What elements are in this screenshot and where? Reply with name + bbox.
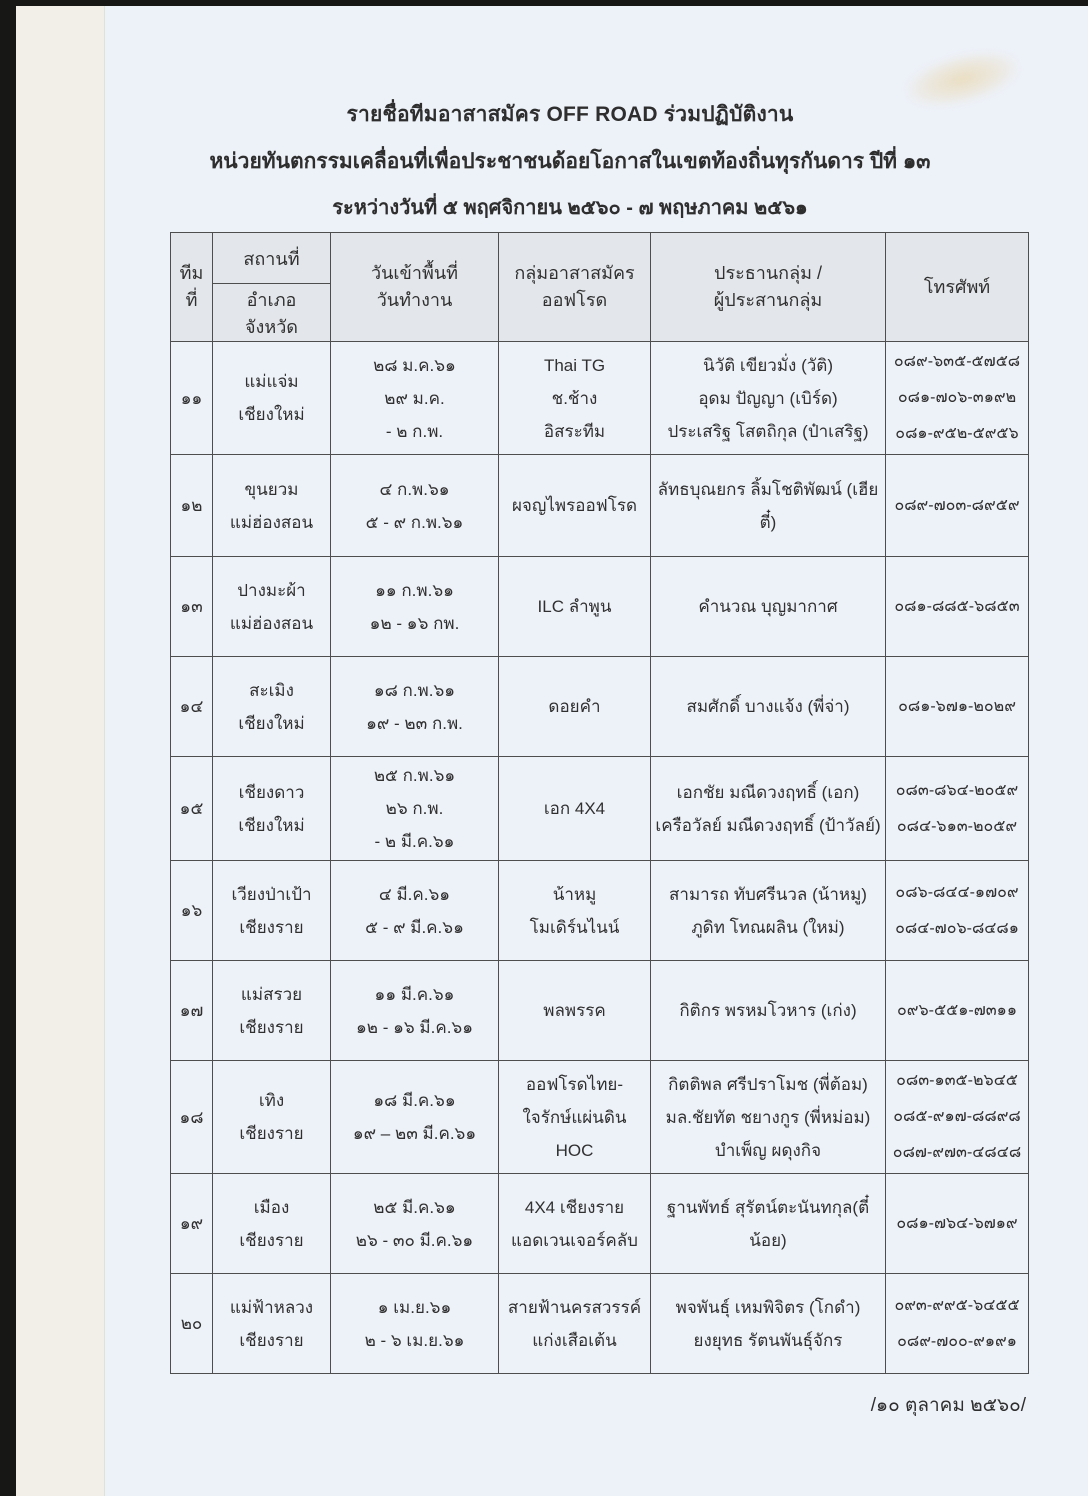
- header-location-top: สถานที่: [213, 233, 330, 284]
- team-line: ๑๑: [180, 388, 203, 408]
- leaders-line: ภูดิท โทณผลิน (ใหม่): [691, 917, 845, 937]
- header-group-line: ออฟโรด: [541, 290, 608, 310]
- group-line: ช.ช้าง: [551, 388, 598, 408]
- header-row: [171, 233, 1029, 342]
- dates-line: ๑๙ – ๒๓ มี.ค.๖๑: [352, 1124, 477, 1143]
- cell-phones: [886, 455, 1029, 557]
- group-line: น้าหมู: [552, 884, 597, 904]
- location-line: เชียงใหม่: [238, 405, 305, 424]
- location-line: แม่ฟ้าหลวง: [229, 1297, 314, 1317]
- group-line: สายฟ้านครสวรรค์: [507, 1297, 642, 1317]
- header-leader-line: ผู้ประสานกลุ่ม: [713, 290, 823, 310]
- team-line: ๑๔: [179, 697, 204, 716]
- cell-location: [213, 557, 331, 657]
- leaders-line: ยงยุทธ รัตนพันธุ์จักร: [693, 1330, 843, 1350]
- cell-phones: [886, 1174, 1029, 1274]
- cell-group: [499, 342, 651, 455]
- cell-dates: [331, 657, 499, 757]
- location-line: เมือง: [253, 1197, 290, 1217]
- cell-team: [171, 455, 213, 557]
- location-line: แม่ฮ่องสอน: [229, 613, 314, 633]
- location-line: เชียงราย: [239, 917, 304, 937]
- leaders-line: เครือวัลย์ มณีดวงฤทธิ์ (ป้าวัลย์): [655, 815, 881, 835]
- team-line: ๑๕: [179, 799, 204, 818]
- cell-phones: [886, 557, 1029, 657]
- header-phone: [886, 233, 1029, 342]
- cell-leaders: [651, 1174, 886, 1274]
- cell-group: [499, 455, 651, 557]
- header-team-line: ทีม: [179, 263, 204, 283]
- team-line: ๑๗: [179, 1001, 204, 1020]
- phones-line: ๐๘๖-๘๔๔-๑๗๐๙: [895, 883, 1019, 901]
- cell-leaders: [651, 657, 886, 757]
- cell-location: [213, 455, 331, 557]
- phones-line: ๐๘๔-๖๑๓-๒๐๕๙: [896, 817, 1018, 835]
- phones-line: ๐๘๙-๖๓๕-๕๗๕๘: [893, 353, 1021, 370]
- cell-phones: [886, 1274, 1029, 1374]
- cell-leaders: [651, 961, 886, 1061]
- cell-group: [499, 657, 651, 757]
- date-range-line: ระหว่างวันที่ ๕ พฤศจิกายน ๒๕๖๐ - ๗ พฤษภาคม ๒๕๖๑: [332, 197, 808, 219]
- dates-line: - ๒ ก.พ.: [385, 421, 444, 441]
- leaders-line: กิติกร พรหมโวหาร (เก่ง): [679, 1001, 857, 1020]
- cell-dates: [331, 455, 499, 557]
- dates-line: ๑๒ - ๑๖ มี.ค.๖๑: [355, 1017, 474, 1037]
- cell-location: [213, 342, 331, 455]
- location-line: เชียงดาว: [238, 782, 305, 802]
- cell-phones: [886, 861, 1029, 961]
- cell-dates: [331, 961, 499, 1061]
- dates-line: ๒๕ มี.ค.๖๑: [373, 1197, 456, 1217]
- dates-line: - ๒ มี.ค.๖๑: [374, 832, 455, 851]
- cell-dates: [331, 861, 499, 961]
- group-line: ใจรักษ์แผ่นดิน: [522, 1107, 627, 1127]
- cell-team: [171, 557, 213, 657]
- cell-dates: [331, 757, 499, 861]
- dates-line: ๒๕ ก.พ.๖๑: [373, 766, 456, 785]
- dates-line: ๑๑ มี.ค.๖๑: [374, 984, 455, 1004]
- cell-phones: [886, 961, 1029, 1061]
- footer-date-note: /๑๐ ตุลาคม ๒๕๖๐/: [870, 1395, 1026, 1416]
- leaders-line: พจพันธุ์ เหมพิจิตร (โกดำ): [675, 1297, 861, 1317]
- page-title: รายชื่อทีมอาสาสมัคร OFF ROAD ร่วมปฏิบัติงาน: [346, 103, 794, 126]
- group-line: ผจญไพรออฟโรด: [511, 496, 638, 515]
- table-row: [171, 657, 1029, 757]
- header-leader: [651, 233, 886, 342]
- location-line: เชียงใหม่: [238, 713, 305, 733]
- dates-line: ๑๘ ก.พ.๖๑: [373, 680, 456, 700]
- scan-margin-strip: [16, 6, 105, 1496]
- team-line: ๒๐: [180, 1314, 203, 1333]
- group-line: HOC: [555, 1140, 594, 1160]
- table-row: [171, 1061, 1029, 1174]
- phones-line: ๐๘๕-๙๑๗-๘๘๙๘: [893, 1108, 1021, 1125]
- leaders-line: กิตติพล ศรีปราโมช (พี่ต้อม): [668, 1074, 868, 1094]
- cell-dates: [331, 1061, 499, 1174]
- header-team-no: [171, 233, 213, 342]
- header-location: [213, 233, 331, 342]
- location-line: เชียงราย: [239, 1124, 304, 1143]
- team-line: ๑๖: [180, 901, 203, 920]
- table-row: [171, 342, 1029, 455]
- cell-location: [213, 1061, 331, 1174]
- phones-line: ๐๘๙-๗๐๓-๘๙๕๙: [894, 496, 1020, 514]
- cell-location: [213, 961, 331, 1061]
- dates-line: ๔ มี.ค.๖๑: [378, 884, 451, 904]
- cell-team: [171, 657, 213, 757]
- table-row: [171, 1274, 1029, 1374]
- header-phone-line: โทรศัพท์: [923, 276, 991, 297]
- header-team-line: ที่: [185, 290, 198, 310]
- cell-phones: [886, 757, 1029, 861]
- dates-line: ๑๑ ก.พ.๖๑: [375, 580, 454, 600]
- cell-phones: [886, 1061, 1029, 1174]
- cell-group: [499, 1174, 651, 1274]
- group-line: เอก 4X4: [543, 799, 606, 818]
- table-row: [171, 757, 1029, 861]
- dates-line: ๒ - ๖ เม.ย.๖๑: [364, 1330, 465, 1350]
- table-body: [171, 342, 1029, 1374]
- group-line: อิสระทีม: [543, 421, 606, 441]
- cell-group: [499, 961, 651, 1061]
- table-row: [171, 961, 1029, 1061]
- cell-leaders: [651, 342, 886, 455]
- header-group: [499, 233, 651, 342]
- location-line: เชียงราย: [239, 1230, 304, 1250]
- cell-team: [171, 342, 213, 455]
- cell-dates: [331, 342, 499, 455]
- dates-line: ๒๘ ม.ค.๖๑: [373, 355, 456, 375]
- team-line: ๑๒: [180, 496, 203, 515]
- leaders-line: นิวัติ เขียวมั่ง (วัติ): [702, 355, 833, 375]
- dates-line: ๔ ก.พ.๖๑: [379, 479, 450, 499]
- phones-line: ๐๘๔-๗๐๖-๘๔๘๑: [895, 919, 1019, 937]
- location-line: เชียงใหม่: [238, 815, 305, 835]
- cell-team: [171, 1061, 213, 1174]
- team-line: ๑๓: [180, 597, 203, 616]
- header-dates-line: วันทำงาน: [376, 290, 453, 310]
- header-province: จังหวัด: [245, 317, 298, 337]
- page-subtitle: หน่วยทันตกรรมเคลื่อนที่เพื่อประชาชนด้อยโอกาสในเขตท้องถิ่นทุรกันดาร ปีที่ ๑๓: [209, 150, 931, 173]
- cell-team: [171, 757, 213, 861]
- dates-line: ๒๖ ก.พ.: [385, 799, 444, 818]
- group-line: Thai TG: [543, 355, 606, 375]
- leaders-line: ลัทธบุณยกร ลิ้มโชติพัฒน์ (เฮียตี๋): [657, 479, 879, 532]
- group-line: ดอยคำ: [548, 697, 601, 716]
- table-row: [171, 557, 1029, 657]
- leaders-line: ประเสริฐ โสตถิกุล (ป๋าเสริฐ): [667, 421, 869, 441]
- cell-team: [171, 1274, 213, 1374]
- dates-line: ๕ - ๙ มี.ค.๖๑: [365, 917, 464, 937]
- header-leader-line: ประธานกลุ่ม /: [714, 263, 822, 283]
- document-titles: [110, 98, 1030, 223]
- cell-location: [213, 1274, 331, 1374]
- volunteer-table: [170, 232, 1029, 1374]
- cell-leaders: [651, 757, 886, 861]
- cell-team: [171, 861, 213, 961]
- volunteer-table-wrapper: [170, 232, 1028, 1374]
- cell-phones: [886, 657, 1029, 757]
- leaders-line: อุดม ปัญญา (เบิร์ด): [698, 388, 838, 408]
- location-line: ขุนยวม: [244, 479, 299, 499]
- cell-team: [171, 961, 213, 1061]
- cell-leaders: [651, 1061, 886, 1174]
- dates-line: ๕ - ๙ ก.พ.๖๑: [365, 512, 464, 532]
- phones-line: ๐๘๑-๙๕๒-๕๙๕๖: [895, 425, 1019, 442]
- phones-line: ๐๘๙-๗๐๐-๙๑๙๑: [897, 1332, 1017, 1350]
- group-line: ILC ลำพูน: [537, 597, 612, 616]
- leaders-line: สามารถ ทับศรีนวล (น้าหมู): [669, 884, 867, 904]
- cell-location: [213, 757, 331, 861]
- cell-group: [499, 757, 651, 861]
- table-row: [171, 861, 1029, 961]
- cell-location: [213, 861, 331, 961]
- dates-line: ๒๙ ม.ค.: [384, 388, 445, 408]
- header-location-bottom: [213, 284, 330, 341]
- cell-leaders: [651, 455, 886, 557]
- cell-leaders: [651, 861, 886, 961]
- location-line: แม่สรวย: [240, 984, 303, 1004]
- phones-line: ๐๘๑-๖๗๑-๒๐๒๙: [898, 697, 1016, 715]
- scan-edge-left: [0, 0, 16, 1496]
- phones-line: ๐๘๑-๘๘๕-๖๘๕๓: [894, 597, 1020, 615]
- cell-team: [171, 1174, 213, 1274]
- phones-line: ๐๙๖-๕๕๑-๗๓๑๑: [897, 1001, 1017, 1019]
- dates-line: ๑ เม.ย.๖๑: [377, 1297, 452, 1317]
- team-line: ๑๘: [179, 1107, 204, 1127]
- cell-leaders: [651, 557, 886, 657]
- phones-line: ๐๘๑-๗๖๔-๖๗๑๙: [896, 1214, 1018, 1232]
- leaders-line: ฐานพัทธ์ สุรัตน์ตะนันทกุล(ตี๋น้อย): [666, 1197, 870, 1250]
- leaders-line: สมศักดิ์ บางแจ้ง (พี่จ่า): [686, 697, 850, 716]
- group-line: โมเดิร์นไนน์: [529, 917, 620, 937]
- header-dates: [331, 233, 499, 342]
- location-line: ปางมะผ้า: [237, 580, 306, 600]
- cell-leaders: [651, 1274, 886, 1374]
- group-line: แก่งเสือเต้น: [532, 1330, 617, 1350]
- phones-line: ๐๘๗-๙๗๓-๔๘๔๘: [892, 1144, 1022, 1161]
- leaders-line: คำนวณ บุญมากาศ: [698, 597, 838, 616]
- table-row: [171, 455, 1029, 557]
- location-line: เทิง: [258, 1091, 285, 1110]
- group-line: แอดเวนเจอร์คลับ: [511, 1230, 638, 1250]
- cell-dates: [331, 1274, 499, 1374]
- cell-group: [499, 557, 651, 657]
- cell-dates: [331, 557, 499, 657]
- dates-line: ๑๘ มี.ค.๖๑: [373, 1091, 456, 1110]
- dates-line: ๑๒ - ๑๖ กพ.: [369, 613, 460, 633]
- location-line: แม่แจ่ม: [244, 372, 299, 391]
- leaders-line: บำเพ็ญ ผดุงกิจ: [714, 1140, 822, 1160]
- cell-group: [499, 1274, 651, 1374]
- scan-edge-top: [0, 0, 1088, 6]
- location-line: เชียงราย: [239, 1330, 304, 1350]
- cell-dates: [331, 1174, 499, 1274]
- table-header: [171, 233, 1029, 342]
- cell-group: [499, 861, 651, 961]
- location-line: เวียงป่าเป้า: [231, 884, 312, 904]
- phones-line: ๐๘๓-๘๖๔-๒๐๕๙: [895, 781, 1019, 799]
- header-dates-line: วันเข้าพื้นที่: [370, 263, 458, 283]
- group-line: ออฟโรดไทย-: [525, 1074, 624, 1094]
- phones-line: ๐๙๓-๙๙๕-๖๔๕๕: [894, 1296, 1020, 1314]
- cell-group: [499, 1061, 651, 1174]
- leaders-line: เอกชัย มณีดวงฤทธิ์ (เอก): [676, 782, 860, 802]
- leaders-line: มล.ชัยทัต ชยางกูร (พี่หม่อม): [665, 1107, 871, 1127]
- cell-location: [213, 657, 331, 757]
- phones-line: ๐๘๑-๗๐๖-๓๑๙๒: [897, 389, 1017, 406]
- group-line: 4X4 เชียงราย: [524, 1197, 625, 1217]
- location-line: เชียงราย: [239, 1017, 304, 1037]
- cell-location: [213, 1174, 331, 1274]
- cell-phones: [886, 342, 1029, 455]
- dates-line: ๑๙ - ๒๓ ก.พ.: [366, 713, 463, 733]
- group-line: พลพรรค: [543, 1001, 606, 1020]
- team-line: ๑๙: [179, 1214, 204, 1233]
- phones-line: ๐๘๓-๑๓๕-๒๖๔๕: [896, 1072, 1018, 1089]
- dates-line: ๒๖ - ๓๐ มี.ค.๖๑: [355, 1230, 474, 1250]
- header-group-line: กลุ่มอาสาสมัคร: [514, 263, 635, 283]
- location-line: แม่ฮ่องสอน: [229, 512, 314, 532]
- header-district: อำเภอ: [246, 290, 297, 310]
- location-line: สะเมิง: [249, 680, 294, 700]
- table-row: [171, 1174, 1029, 1274]
